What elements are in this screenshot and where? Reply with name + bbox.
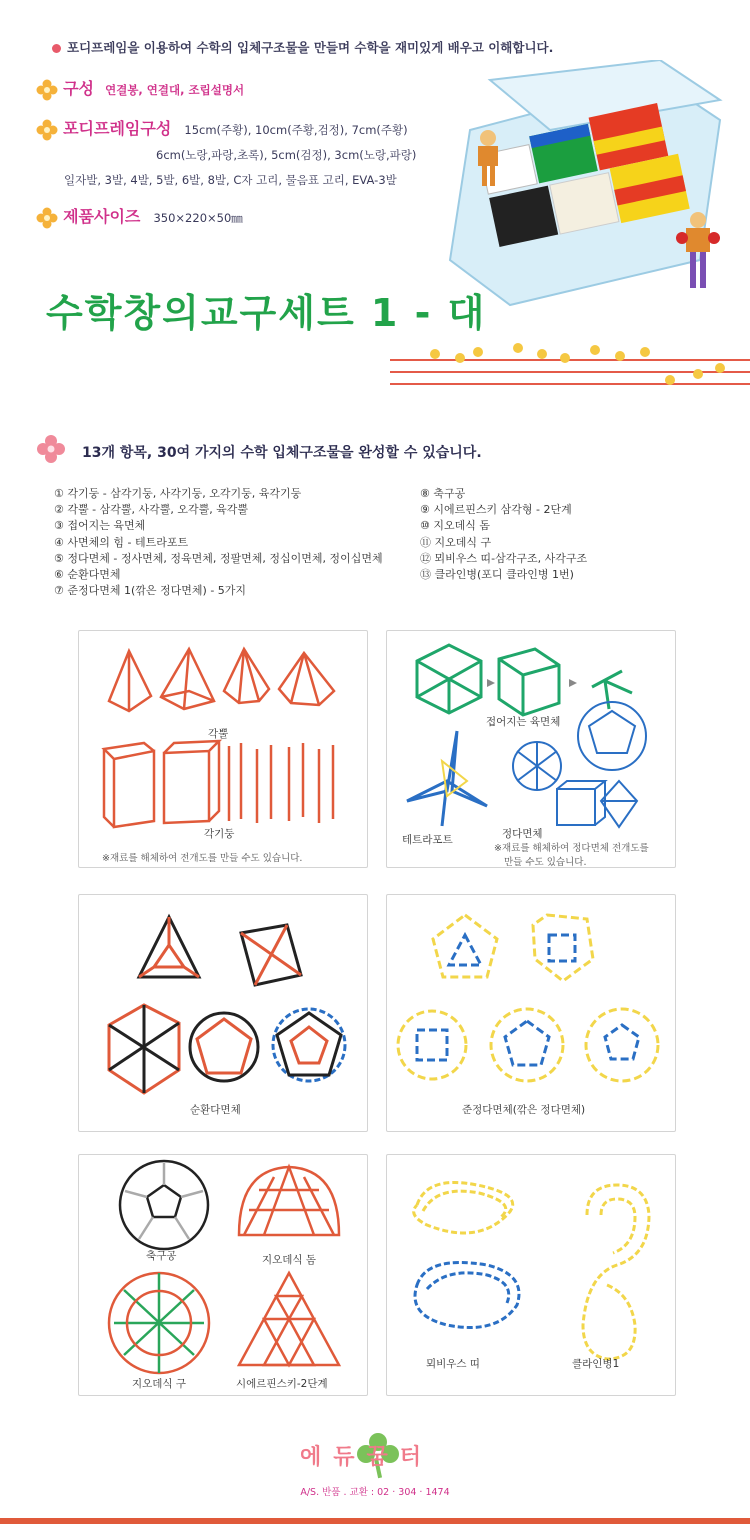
caption-geodesic-dome: 지오데식 돔 <box>262 1254 317 1266</box>
list-item: ⑬ 클라인병(포디 클라인병 1번) <box>420 568 574 582</box>
spec-value-composition: 연결봉, 연결대, 조립설명서 <box>105 83 245 97</box>
intro-line <box>52 38 553 56</box>
panel-cyclic-polyhedra <box>78 894 368 1132</box>
caption-tetrapod: 테트라포트 <box>402 834 453 846</box>
truncated-polyhedra-image <box>387 895 675 1131</box>
list-item: ⑨ 시에르핀스키 삼각형 - 2단계 <box>420 503 572 517</box>
spec-frame-line2: 6cm(노랑,파랑,초록), 5cm(검정), 3cm(노랑,파랑) <box>156 148 417 162</box>
decorative-lines <box>390 340 750 392</box>
caption-mobius: 뫼비우스 띠 <box>426 1358 481 1370</box>
section-heading: 13개 항목, 30여 가지의 수학 입체구조물을 완성할 수 있습니다. <box>82 445 482 461</box>
panel-truncated-polyhedra <box>386 894 676 1132</box>
list-item: ⑫ 뫼비우스 띠-삼각구조, 사각구조 <box>420 551 588 565</box>
geodesic-image <box>79 1155 367 1395</box>
list-item: ⑦ 준정다면체 1(깎은 정다면체) - 5가지 <box>54 584 247 598</box>
note-panel2-line2: 만들 수도 있습니다. <box>504 857 587 868</box>
caption-folding-cube: 접어지는 육면체 <box>486 716 561 728</box>
bullet-icon <box>52 44 61 53</box>
spec-value-size: 350×220×50㎜ <box>153 211 243 225</box>
list-item: ⑩ 지오데식 돔 <box>420 519 490 533</box>
spec-frame <box>36 116 408 141</box>
list-item: ⑥ 순환다면체 <box>54 568 121 582</box>
list-item: ④ 사면체의 힘 - 테트라포트 <box>54 535 189 549</box>
spec-size <box>36 204 243 229</box>
list-item: ① 각기둥 - 삼각기둥, 사각기둥, 오각기둥, 육각기둥 <box>54 487 302 500</box>
items-list-left <box>54 486 383 599</box>
cyclic-polyhedra-image <box>79 895 367 1131</box>
spec-frame-line1: 15cm(주황), 10cm(주황,검정), 7cm(주황) <box>184 123 408 137</box>
caption-geodesic-sphere: 지오데식 구 <box>132 1378 187 1390</box>
intro-text: 포디프레임을 이용하여 수학의 입체구조물을 만들며 수학을 재미있게 배우고 이해합니다. <box>67 40 554 55</box>
flower-icon <box>36 79 58 101</box>
panel-geodesic <box>78 1154 368 1396</box>
spec-label-composition: 구성 <box>63 79 95 98</box>
note-panel1: ※재료를 해체하여 전개도를 만들 수도 있습니다. <box>102 853 303 864</box>
list-item: ⑪ 지오데식 구 <box>420 535 492 549</box>
caption-prisms: 각기둥 <box>204 828 235 840</box>
list-item: ⑤ 정다면체 - 정사면체, 정육면체, 정팔면체, 정십이면체, 정이십면체 <box>54 551 383 565</box>
bottom-bar <box>0 1518 750 1524</box>
caption-soccer-ball: 축구공 <box>146 1250 177 1262</box>
caption-klein: 클라인병1 <box>572 1358 620 1370</box>
spec-label-size: 제품사이즈 <box>63 207 141 226</box>
logo-text: 에듀꿈터 <box>300 1445 434 1470</box>
caption-pyramids: 각뿔 <box>208 728 229 740</box>
items-list-right <box>420 486 587 583</box>
note-panel2-line1: ※재료를 해체하여 정다면체 전개도를 <box>494 843 649 854</box>
list-item: ③ 접어지는 육면체 <box>54 519 146 533</box>
product-box-image <box>430 60 730 310</box>
flower-icon <box>36 207 58 229</box>
page-title: 수학창의교구세트 1 - 대 <box>46 291 487 335</box>
section-flower-icon <box>36 434 66 468</box>
spec-frame-line3: 일자발, 3발, 4발, 5발, 6발, 8발, C자 고리, 물음표 고리, EVA-3발 <box>64 173 397 187</box>
caption-cyclic-polyhedra: 순환다면체 <box>190 1104 241 1116</box>
flower-icon <box>36 119 58 141</box>
list-item: ② 각뿔 - 삼각뿔, 사각뿔, 오각뿔, 육각뿔 <box>54 503 249 517</box>
caption-regular-polyhedra: 정다면체 <box>502 828 543 840</box>
caption-sierpinski: 시에르핀스키-2단계 <box>236 1378 328 1390</box>
list-item: ⑧ 축구공 <box>420 487 466 500</box>
contact-info: A/S. 반품 . 교환 : 02 · 304 · 1474 <box>300 1487 450 1498</box>
spec-label-frame: 포디프레임구성 <box>63 119 172 138</box>
caption-truncated-polyhedra: 준정다면체(깎은 정다면체) <box>462 1104 586 1116</box>
spec-composition <box>36 76 244 101</box>
